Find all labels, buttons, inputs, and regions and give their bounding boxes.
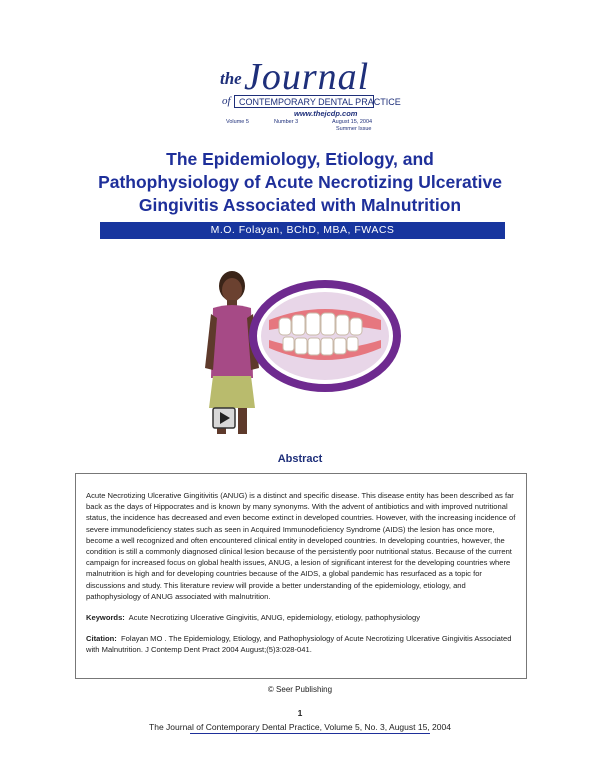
abstract-body: Acute Necrotizing Ulcerative Gingitivitis (ANUG) is a distinct and specific disease. This disease entity has been described as far back as the days of Hippocrates and is known by many synonyms. With the advent of antibiotics and with improved nutritional status, the incidence has decreased and even become extinct in developed countries. However, with the increasing incidence of severe immunodeficiency states such as seen in Acquired Immunodeficiency Syndrome (AIDS) the lesion has once more, become a well recognized and often encountered clinical entity in developed countries. In developing countries, however, the condition is still a commonly diagnosed clinical lesion because of the persistently poor nutritional status. Because of the current campaign for increased focus on global health issues, ANUG, a lesion of significant interest for the developing countries where malnutrition is high and for developing countries because of the AIDS, a global pandemic has resurfaced as a topic for discussions and study. This literature review will provide a better understanding of the epidemiology, etiology, and pathophysiology of ANUG associated with malnutrition. [86,491,516,601]
article-title [60,148,540,217]
play-icon[interactable] [213,408,235,428]
cover-illustration [195,268,415,438]
abstract-box [75,473,527,679]
author-bar: M.O. Folayan, BChD, MBA, FWACS [100,222,505,239]
footer-link-underline [190,733,430,734]
journal-footer[interactable]: The Journal of Contemporary Dental Practice, Volume 5, No. 3, August 15, 2004 [149,722,451,732]
logo-banner: CONTEMPORARY DENTAL PRACTICE [234,95,374,108]
title-line: Pathophysiology of Acute Necrotizing Ulcerative [98,172,502,192]
keywords-label: Keywords: [86,613,125,623]
logo-journal: Journal [244,56,370,98]
logo-of: of [222,95,231,107]
logo-number: Number 3 [274,119,299,125]
citation-label: Citation: [86,634,117,644]
logo-url: www.thejcdp.com [294,109,358,118]
keywords-text: Acute Necrotizing Ulcerative Gingivitis, ANUG, epidemiology, etiology, pathophysiology [128,613,421,623]
logo-volume: Volume 5 [226,119,249,125]
copyright: © Seer Publishing [267,685,333,694]
logo-the: the [220,69,242,88]
title-line: The Epidemiology, Etiology, and [166,149,434,169]
abstract-heading: Abstract [277,453,323,465]
citation-text: Folayan MO . The Epidemiology, Etiology, and Pathophysiology of Acute Necrotizing Ulcerative Gingivitis Associated with Malnutrition. J Contemp Dent Pract 2004 August;(5)3:028-041. [86,634,512,655]
teeth-inset [253,284,397,388]
page-number: 1 [297,708,303,718]
keywords [86,612,516,623]
journal-logo [214,55,401,132]
title-line: Gingivitis Associated with Malnutrition [138,195,462,215]
citation [86,633,516,655]
logo-date: August 15, 2004 [332,119,373,125]
logo-issue: Summer Issue [336,126,372,132]
